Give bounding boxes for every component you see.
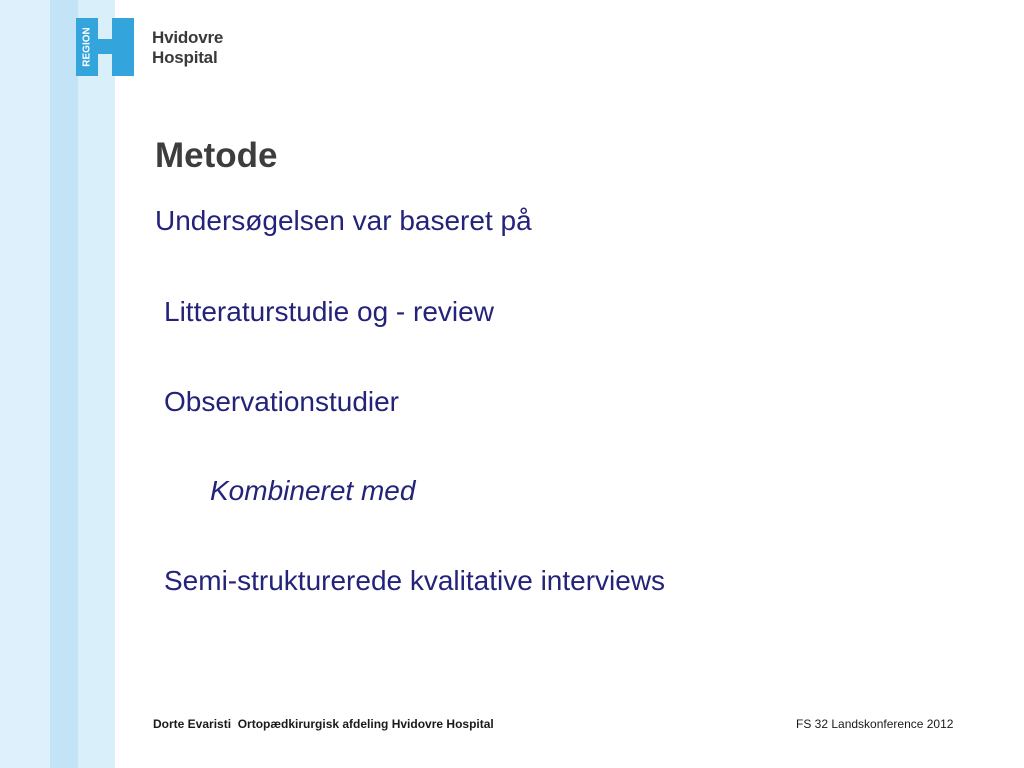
hospital-logo [76, 18, 236, 76]
hospital-name-line2: Hospital [152, 48, 218, 67]
region-logo-text: REGION [81, 27, 93, 67]
list-item: Observationstudier [164, 386, 400, 417]
hospital-name-line1: Hvidovre [152, 28, 224, 47]
footer-author: Dorte Evaristi Ortopædkirurgisk afdeling Hvidovre Hospital [153, 717, 494, 731]
list-item: Semi-strukturerede kvalitative interviews [164, 565, 666, 596]
decorative-stripe-inner [78, 0, 115, 768]
list-item: Litteraturstudie og - review [164, 296, 494, 327]
decorative-stripe-mid [50, 0, 78, 768]
region-h-logo-icon [76, 18, 134, 76]
hospital-name [152, 28, 223, 68]
footer-conference: FS 32 Landskonference 2012 [796, 717, 954, 731]
slide-title: Metode [155, 136, 278, 175]
list-item-italic: Kombineret med [210, 475, 416, 506]
decorative-stripe-outer [0, 0, 50, 768]
slide-intro: Undersøgelsen var baseret på [155, 205, 532, 236]
